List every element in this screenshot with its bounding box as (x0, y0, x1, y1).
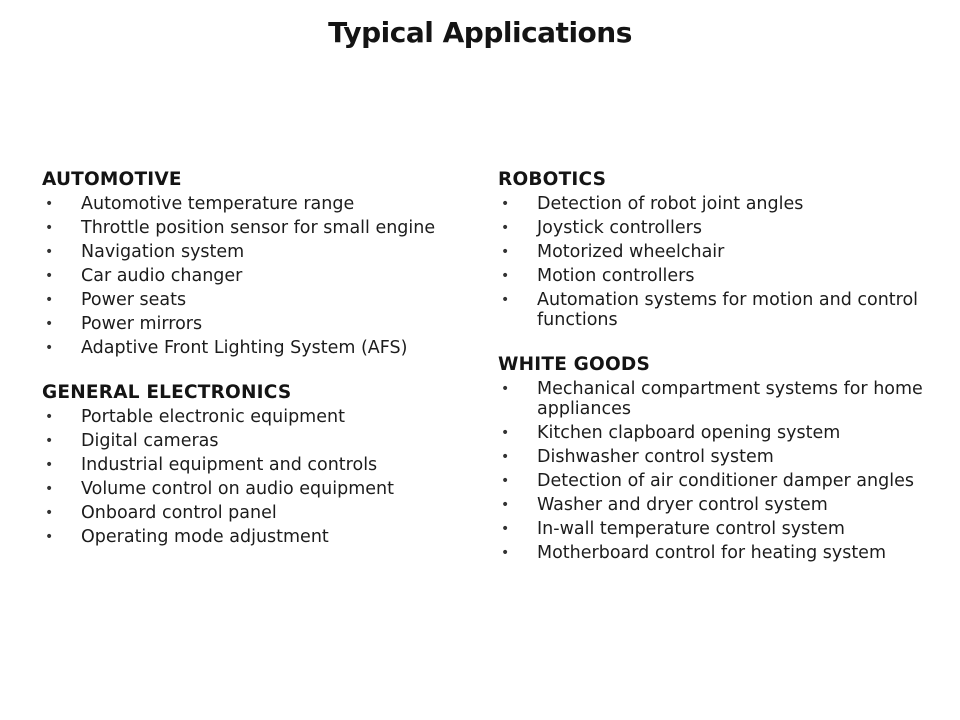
list-item-text: Motherboard control for heating system (537, 543, 887, 563)
list-item (42, 194, 498, 214)
list-item-text: Portable electronic equipment (81, 407, 345, 427)
list-item (42, 314, 498, 334)
bullet-icon: • (45, 433, 54, 449)
bullet-icon: • (501, 244, 510, 260)
bullet-icon: • (45, 409, 54, 425)
list-item-text: Detection of air conditioner damper angles (537, 471, 914, 491)
bullet-icon: • (45, 292, 54, 308)
list-item (42, 290, 498, 310)
list-item-text: Power seats (81, 290, 187, 310)
bullet-icon: • (45, 220, 54, 236)
list-item-text: Volume control on audio equipment (81, 479, 394, 499)
bullet-icon: • (45, 340, 54, 356)
list-item-text: Industrial equipment and controls (81, 455, 378, 475)
robotics-list (498, 194, 930, 330)
bullet-icon: • (45, 529, 54, 545)
list-item (42, 455, 498, 475)
bullet-icon: • (501, 292, 510, 308)
page-title: Typical Applications (328, 16, 632, 49)
bullet-icon: • (501, 473, 510, 489)
list-item-text: Motorized wheelchair (537, 242, 725, 262)
list-item-text: Motion controllers (537, 266, 695, 286)
left-column (42, 169, 498, 567)
list-item-text: Adaptive Front Lighting System (AFS) (81, 338, 408, 358)
bullet-icon: • (45, 196, 54, 212)
list-item-text: Onboard control panel (81, 503, 277, 523)
bullet-icon: • (501, 381, 510, 397)
bullet-icon: • (501, 196, 510, 212)
list-item (498, 266, 930, 286)
list-item-text: Throttle position sensor for small engine (81, 218, 436, 238)
list-item (42, 431, 498, 451)
list-item (498, 379, 930, 419)
bullet-icon: • (501, 425, 510, 441)
bullet-icon: • (45, 316, 54, 332)
list-item (42, 338, 498, 358)
section-heading-automotive: AUTOMOTIVE (42, 169, 182, 190)
section-heading-robotics: ROBOTICS (498, 169, 607, 190)
list-item-text: Dishwasher control system (537, 447, 774, 467)
list-item (498, 290, 930, 330)
list-item-text: Kitchen clapboard opening system (537, 423, 841, 443)
list-item-text: Car audio changer (81, 266, 243, 286)
list-item-text: Joystick controllers (537, 218, 702, 238)
list-item (498, 519, 930, 539)
list-item (498, 242, 930, 262)
list-item-text: Power mirrors (81, 314, 203, 334)
bullet-icon: • (45, 481, 54, 497)
bullet-icon: • (501, 521, 510, 537)
list-item (42, 527, 498, 547)
list-item-text: Detection of robot joint angles (537, 194, 804, 214)
bullet-icon: • (501, 268, 510, 284)
list-item (498, 447, 930, 467)
slide-content (42, 169, 930, 567)
list-item-text: Automation systems for motion and control functions (537, 290, 919, 330)
automotive-list (42, 194, 498, 358)
list-item-text: Mechanical compartment systems for home appliances (537, 379, 923, 419)
bullet-icon: • (45, 268, 54, 284)
bullet-icon: • (45, 457, 54, 473)
section-automotive (42, 169, 498, 358)
list-item-text: Navigation system (81, 242, 245, 262)
list-item-text: In-wall temperature control system (537, 519, 845, 539)
list-item (42, 218, 498, 238)
white-goods-list (498, 379, 930, 563)
list-item-text: Operating mode adjustment (81, 527, 329, 547)
list-item (498, 423, 930, 443)
right-column (498, 169, 930, 567)
bullet-icon: • (501, 220, 510, 236)
general-electronics-list (42, 407, 498, 547)
bullet-icon: • (45, 505, 54, 521)
list-item-text: Automotive temperature range (81, 194, 355, 214)
section-robotics (498, 169, 930, 330)
list-item (42, 479, 498, 499)
list-item (498, 471, 930, 491)
list-item (42, 503, 498, 523)
list-item-text: Digital cameras (81, 431, 219, 451)
list-item (42, 407, 498, 427)
list-item (498, 543, 930, 563)
section-white-goods (498, 354, 930, 563)
list-item (498, 495, 930, 515)
section-heading-general-electronics: GENERAL ELECTRONICS (42, 382, 292, 403)
section-heading-white-goods: WHITE GOODS (498, 354, 650, 375)
bullet-icon: • (501, 497, 510, 513)
bullet-icon: • (45, 244, 54, 260)
bullet-icon: • (501, 545, 510, 561)
list-item-text: Washer and dryer control system (537, 495, 828, 515)
list-item (498, 194, 930, 214)
section-general-electronics (42, 382, 498, 547)
list-item (498, 218, 930, 238)
list-item (42, 242, 498, 262)
bullet-icon: • (501, 449, 510, 465)
list-item (42, 266, 498, 286)
